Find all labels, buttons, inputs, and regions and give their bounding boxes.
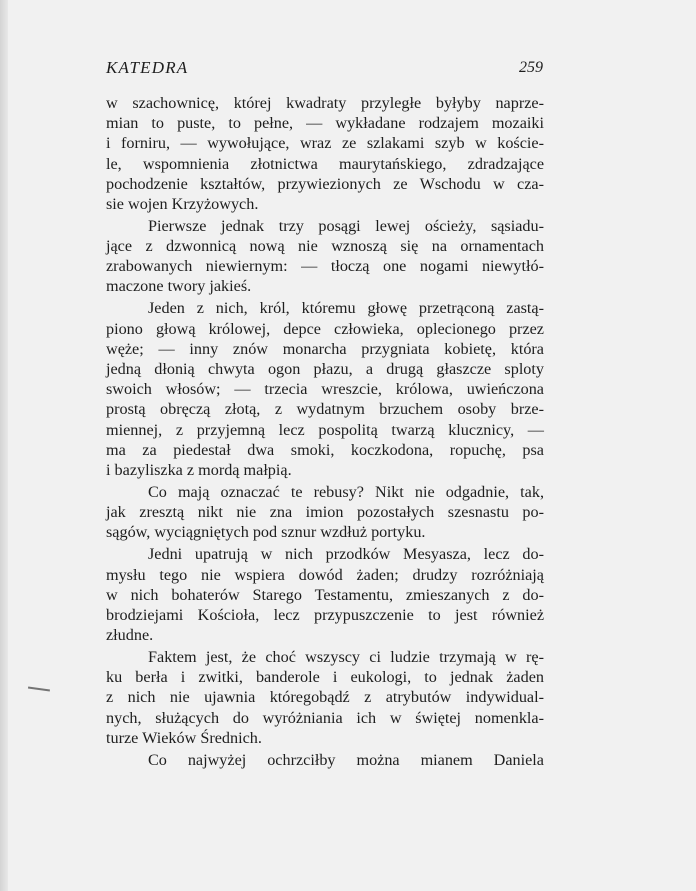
text-line: ku berła i zwitki, banderole i eukologi, to jednak żaden bbox=[106, 668, 544, 687]
text-line: turze Wieków Średnich. bbox=[106, 728, 262, 747]
paragraph bbox=[106, 544, 544, 645]
text-line: Co najwyżej ochrzciłby można mianem Daniela bbox=[148, 750, 544, 769]
text-line: le, wspomnienia złotnictwa maurytańskiego, zdradzające bbox=[106, 154, 544, 173]
text-line: mysłu tego nie wspiera dowód żaden; drudzy rozróżniają bbox=[106, 565, 544, 584]
text-line: sie wojen Krzyżowych. bbox=[106, 194, 259, 213]
text-line: brodziejami Kościoła, lecz przypuszczenie to jest również bbox=[106, 605, 544, 624]
page-number: 259 bbox=[519, 59, 543, 76]
text-line: sągów, wyciągniętych pod sznur wzdłuż portyku. bbox=[106, 523, 426, 542]
text-line: mian to puste, to pełne, — wykładane rodzajem mozaiki bbox=[106, 114, 544, 133]
text-line: węże; — inny znów monarcha przygniata kobietę, która bbox=[106, 339, 544, 358]
text-line: swoich włosów; — trzecia wreszcie, królowa, uwieńczona bbox=[106, 380, 544, 399]
body-text bbox=[106, 93, 544, 772]
text-line: w szachownicę, której kwadraty przyległe byłyby naprze- bbox=[106, 94, 544, 112]
page-edge-shadow bbox=[0, 0, 8, 891]
paragraph bbox=[106, 216, 544, 297]
paragraph bbox=[106, 482, 544, 543]
text-line: Jedni upatrują w nich przodków Mesyasza, lecz do- bbox=[148, 545, 544, 564]
text-line: miennej, z przyjemną lecz pospolitą twarzą klucznicy, — bbox=[106, 420, 544, 439]
text-line: Pierwsze jednak trzy posągi lewej ościeży, sąsiadu- bbox=[148, 216, 544, 235]
text-line: złudne. bbox=[106, 626, 154, 645]
text-line: z nich nie ujawnia któregobądź z atrybutów indywidual- bbox=[106, 688, 544, 707]
text-line: zrabowanych niewiernym: — tłoczą one nogami niewytłó- bbox=[106, 257, 544, 276]
text-line: nych, służących do wyróżniania ich w świętej nomenkla- bbox=[106, 708, 544, 727]
paragraph bbox=[106, 298, 544, 480]
text-line: jak zresztą nikt nie zna imion pozostałych szesnastu po- bbox=[106, 503, 544, 522]
text-line: maczone twory jakieś. bbox=[106, 277, 252, 296]
text-line: Faktem jest, że choć wszyscy ci ludzie trzymają w rę- bbox=[148, 648, 544, 667]
text-line: Co mają oznaczać te rebusy? Nikt nie odgadnie, tak, bbox=[148, 482, 544, 501]
text-line: Jeden z nich, król, któremu głowę przetrąconą zastą- bbox=[148, 299, 544, 318]
text-line: i bazyliszka z mordą małpią. bbox=[106, 460, 292, 479]
text-line: prostą obręczą złotą, z wydatnym brzuchem osoby brze- bbox=[106, 400, 544, 419]
text-line: piono głową królowej, depce człowieka, oplecionego przez bbox=[106, 319, 544, 338]
running-head bbox=[106, 58, 543, 80]
text-line: i forniru, — wywołujące, wraz ze szlakami szyb w koście- bbox=[106, 134, 544, 153]
paragraph bbox=[106, 93, 544, 214]
paragraph bbox=[106, 647, 544, 748]
text-line: w nich bohaterów Starego Testamentu, zmieszanych z do- bbox=[106, 585, 544, 604]
text-line: jące z dzwonnicą nową nie wznoszą się na ornamentach bbox=[106, 237, 544, 256]
running-title: KATEDRA bbox=[106, 58, 189, 77]
paragraph bbox=[106, 750, 544, 770]
text-line: pochodzenie kształtów, przywiezionych ze Wschodu w cza- bbox=[106, 174, 544, 193]
text-line: ma za piedestał dwa smoki, koczkodona, ropuchę, psa bbox=[106, 440, 544, 459]
text-line: jedną dłonią chwyta ogon płazu, a drugą głaszcze sploty bbox=[106, 360, 544, 379]
